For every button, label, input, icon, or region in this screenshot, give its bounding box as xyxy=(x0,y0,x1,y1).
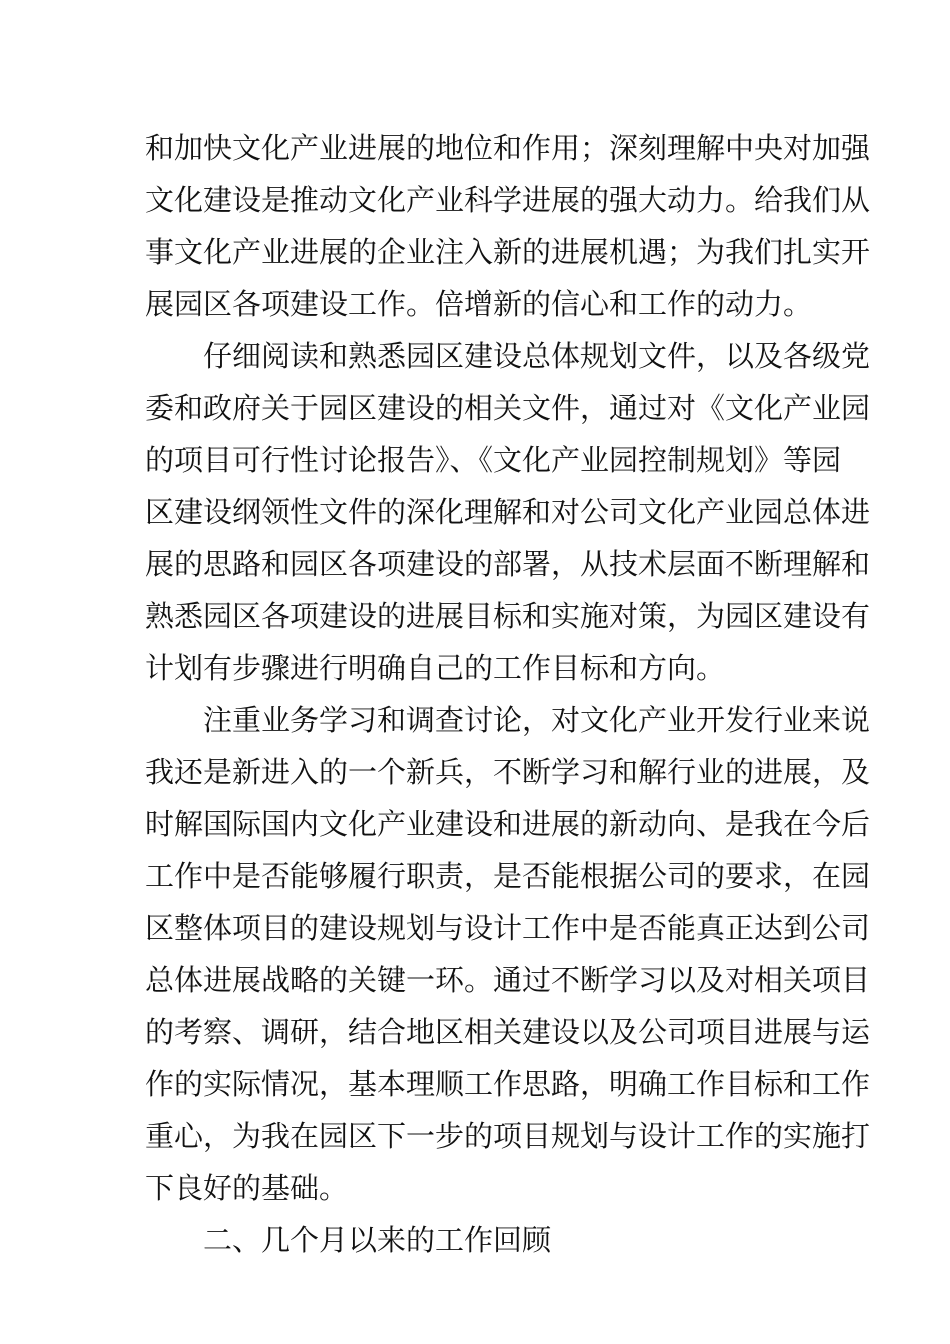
text-line: 展园区各项建设工作。倍增新的信心和工作的动力。 xyxy=(145,287,813,321)
text-line: 总体进展战略的关键一环。通过不断学习以及对相关项目 xyxy=(145,963,871,997)
text-line: 重心，为我在园区下一步的项目规划与设计工作的实施打 xyxy=(145,1119,871,1153)
text-line: 区建设纲领性文件的深化理解和对公司文化产业园总体进 xyxy=(145,495,871,529)
text-line: 展的思路和园区各项建设的部署，从技术层面不断理解和 xyxy=(145,547,871,581)
text-line: 计划有步骤进行明确自己的工作目标和方向。 xyxy=(145,651,726,685)
text-line: 熟悉园区各项建设的进展目标和实施对策，为园区建设有 xyxy=(145,599,871,633)
paragraph-first-line: 仔细阅读和熟悉园区建设总体规划文件，以及各级党 xyxy=(203,339,871,373)
text-line: 文化建设是推动文化产业科学进展的强大动力。给我们从 xyxy=(145,183,871,217)
text-line: 作的实际情况，基本理顺工作思路，明确工作目标和工作 xyxy=(145,1067,871,1101)
text-line: 时解国际国内文化产业建设和进展的新动向、是我在今后 xyxy=(145,807,871,841)
text-line: 的考察、调研，结合地区相关建设以及公司项目进展与运 xyxy=(145,1015,871,1049)
text-line: 下良好的基础。 xyxy=(145,1171,349,1205)
paragraph-first-line: 注重业务学习和调查讨论，对文化产业开发行业来说 xyxy=(203,703,871,737)
section-heading: 二、几个月以来的工作回顾 xyxy=(203,1223,552,1257)
text-line: 的项目可行性讨论报告》、《文化产业园控制规划》等园 xyxy=(145,443,842,477)
text-line: 和加快文化产业进展的地位和作用；深刻理解中央对加强 xyxy=(145,131,871,165)
text-line: 工作中是否能够履行职责，是否能根据公司的要求，在园 xyxy=(145,859,871,893)
text-line: 我还是新进入的一个新兵，不断学习和解行业的进展，及 xyxy=(145,755,871,789)
text-line: 事文化产业进展的企业注入新的进展机遇；为我们扎实开 xyxy=(145,235,871,269)
text-line: 委和政府关于园区建设的相关文件，通过对《文化产业园 xyxy=(145,391,871,425)
text-line: 区整体项目的建设规划与设计工作中是否能真正达到公司 xyxy=(145,911,871,945)
